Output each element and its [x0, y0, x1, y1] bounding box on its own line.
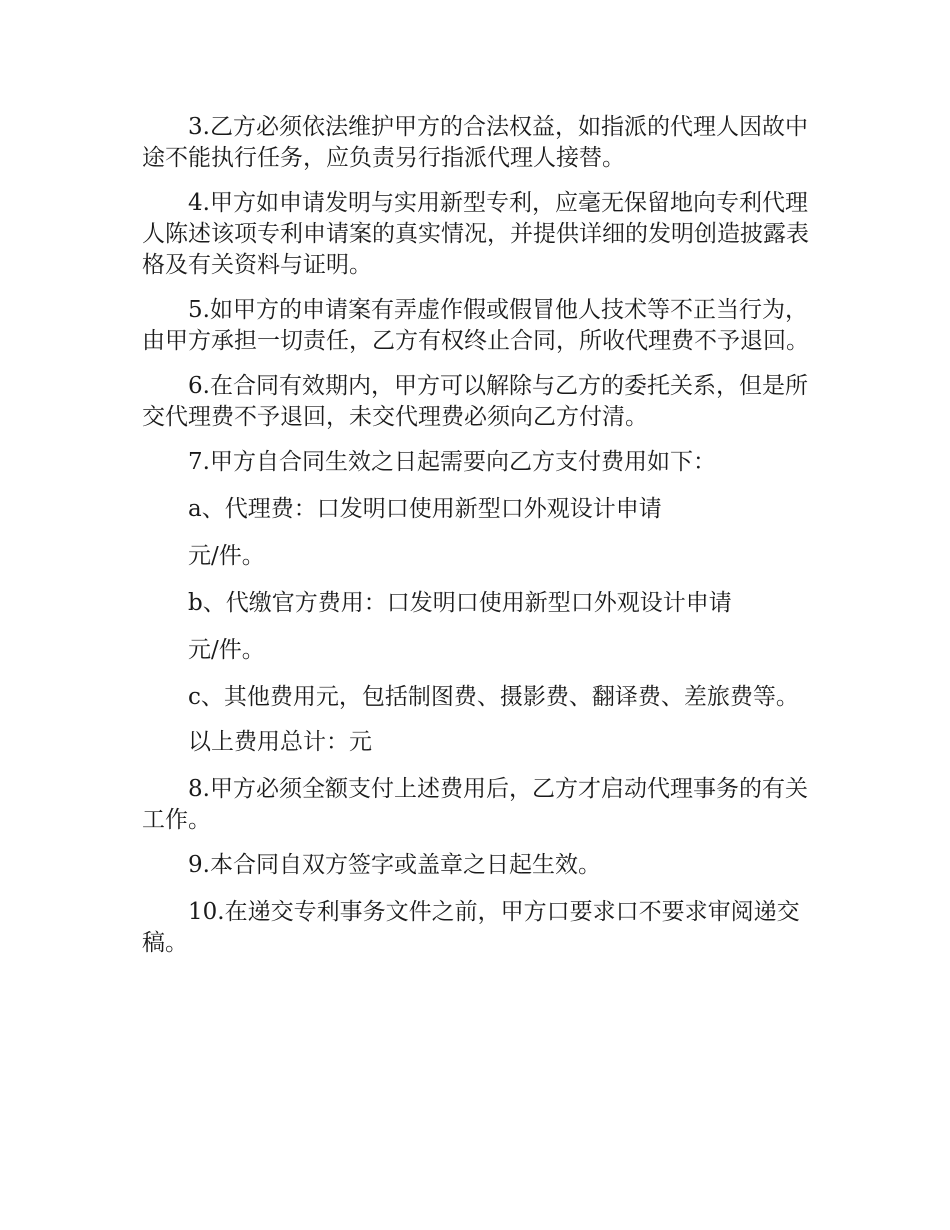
fee-other: c、其他费用元，包括制图费、摄影费、翻译费、差旅费等。: [188, 684, 799, 710]
document-body: [142, 112, 814, 973]
clause-3: 3.乙方必须依法维护甲方的合法权益，如指派的代理人因故中途不能执行任务，应负责另行指派代理人接替。: [142, 114, 808, 171]
fee-official-unit: 元/件。: [188, 637, 265, 663]
clause-6: 6.在合同有效期内，甲方可以解除与乙方的委托关系，但是所交代理费不予退回，未交代理费必须向乙方付清。: [142, 373, 808, 430]
fee-official: b、代缴官方费用：口发明口使用新型口外观设计申请: [188, 590, 732, 616]
clause-8: 8.甲方必须全额支付上述费用后，乙方才启动代理事务的有关工作。: [142, 776, 808, 833]
fee-agency: a、代理费：口发明口使用新型口外观设计申请: [188, 496, 662, 522]
clause-7: 7.甲方自合同生效之日起需要向乙方支付费用如下：: [188, 449, 716, 475]
fee-total: 以上费用总计：元: [188, 729, 372, 755]
clause-5: 5.如甲方的申请案有弄虚作假或假冒他人技术等不正当行为，由甲方承担一切责任，乙方有权终止合同，所收代理费不予退回。: [142, 297, 809, 354]
clause-10: 10.在递交专利事务文件之前，甲方口要求口不要求审阅递交稿。: [142, 899, 800, 956]
clause-4: 4.甲方如申请发明与实用新型专利，应毫无保留地向专利代理人陈述该项专利申请案的真实情况，并提供详细的发明创造披露表格及有关资料与证明。: [142, 190, 809, 278]
fee-agency-unit: 元/件。: [188, 543, 265, 569]
clause-9: 9.本合同自双方签字或盖章之日起生效。: [188, 852, 601, 878]
